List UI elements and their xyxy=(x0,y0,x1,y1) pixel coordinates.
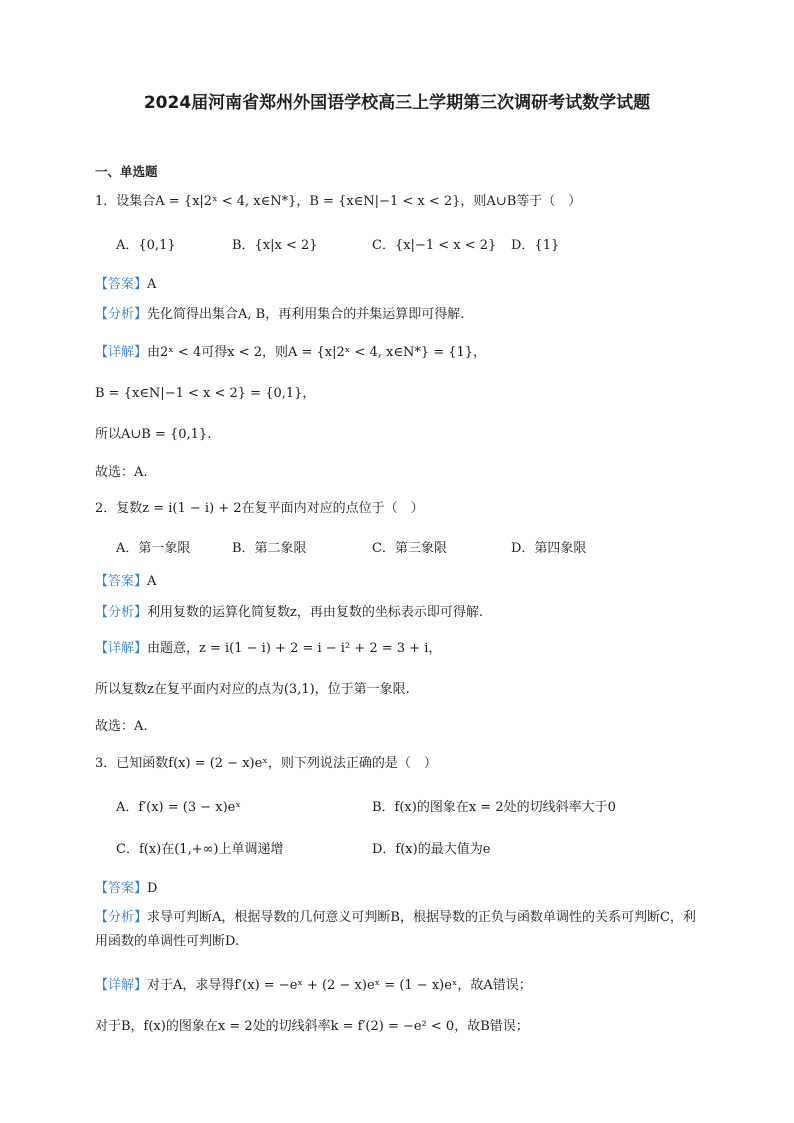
q2-option-d: D．第四象限 xyxy=(511,541,587,556)
q3-detail-line-2: 对于B，f(x)的图象在x = 2处的切线斜率k = f′(2) = −e² < 0，故B错误； xyxy=(95,1019,529,1034)
answer-tag: 【答案】 xyxy=(95,881,148,896)
q3-option-a: A．f′(x) = (3 − x)eˣ xyxy=(116,800,241,815)
q2-detail xyxy=(95,639,441,659)
q2-option-b: B．第二象限 xyxy=(232,541,307,556)
q1-answer xyxy=(95,275,156,295)
q3-option-d: D．f(x)的最大值为e xyxy=(372,842,491,857)
detail-tag: 【详解】 xyxy=(95,345,148,360)
q1-option-d: D．{1} xyxy=(511,238,560,253)
page-title: 2024届河南省郑州外国语学校高三上学期第三次调研考试数学试题 xyxy=(143,93,651,113)
analysis-text: 求导可判断A，根据导数的几何意义可判断B，根据导数的正负与函数单调性的关系可判断C，利用函数的单调性可判断D. xyxy=(95,910,696,949)
q3-analysis xyxy=(95,906,700,954)
q2-option-c: C．第三象限 xyxy=(372,541,447,556)
q1-option-a: A．{0,1} xyxy=(116,238,176,253)
answer-value: A xyxy=(147,574,157,589)
q3-detail xyxy=(95,976,532,996)
detail-text: 对于A，求导得f′(x) = −eˣ + (2 − x)eˣ = (1 − x)eˣ，故A错误； xyxy=(147,978,532,993)
analysis-text: 利用复数的运算化简复数z，再由复数的坐标表示即可得解. xyxy=(147,605,483,620)
q1-detail xyxy=(95,343,486,363)
q1-analysis xyxy=(95,305,464,325)
q1-detail-line-3: 所以A∪B = {0,1}. xyxy=(95,427,212,442)
q1-option-b: B．{x|x < 2} xyxy=(232,238,318,253)
analysis-tag: 【分析】 xyxy=(95,910,148,925)
q2-option-a: A．第一象限 xyxy=(116,541,191,556)
section-heading: 一、单选题 xyxy=(95,164,158,179)
detail-text: 由2ˣ < 4可得x < 2，则A = {x|2ˣ < 4, x∈N*} = {1}， xyxy=(147,345,487,360)
q3-stem: 3．已知函数f(x) = (2 − x)eˣ，则下列说法正确的是（ ） xyxy=(95,756,437,771)
q1-detail-line-2: B = {x∈N|−1 < x < 2} = {0,1}， xyxy=(95,386,316,401)
analysis-tag: 【分析】 xyxy=(95,605,148,620)
detail-tag: 【详解】 xyxy=(95,641,148,656)
detail-text: 由题意，z = i(1 − i) + 2 = i − i² + 2 = 3 + i， xyxy=(147,641,442,656)
q3-option-c: C．f(x)在(1,+∞)上单调递增 xyxy=(116,842,284,857)
q1-stem: 1．设集合A = {x|2ˣ < 4, x∈N*}，B = {x∈N|−1 < x < 2}，则A∪B等于（ ） xyxy=(95,194,582,209)
q3-option-b: B．f(x)的图象在x = 2处的切线斜率大于0 xyxy=(372,800,616,815)
analysis-text: 先化简得出集合A, B，再利用集合的并集运算即可得解. xyxy=(147,307,465,322)
q2-detail-line-2: 所以复数z在复平面内对应的点为(3,1)，位于第一象限. xyxy=(95,682,410,697)
q2-analysis xyxy=(95,603,483,623)
q1-option-c: C．{x|−1 < x < 2} xyxy=(372,238,497,253)
q2-stem: 2．复数z = i(1 − i) + 2在复平面内对应的点位于（ ） xyxy=(95,501,424,516)
answer-value: D xyxy=(147,881,158,896)
q2-choose: 故选：A. xyxy=(95,719,148,734)
detail-tag: 【详解】 xyxy=(95,978,148,993)
q2-answer xyxy=(95,572,156,592)
q3-answer xyxy=(95,879,157,899)
answer-tag: 【答案】 xyxy=(95,277,148,292)
answer-value: A xyxy=(147,277,157,292)
q1-choose: 故选：A. xyxy=(95,465,148,480)
analysis-tag: 【分析】 xyxy=(95,307,148,322)
answer-tag: 【答案】 xyxy=(95,574,148,589)
